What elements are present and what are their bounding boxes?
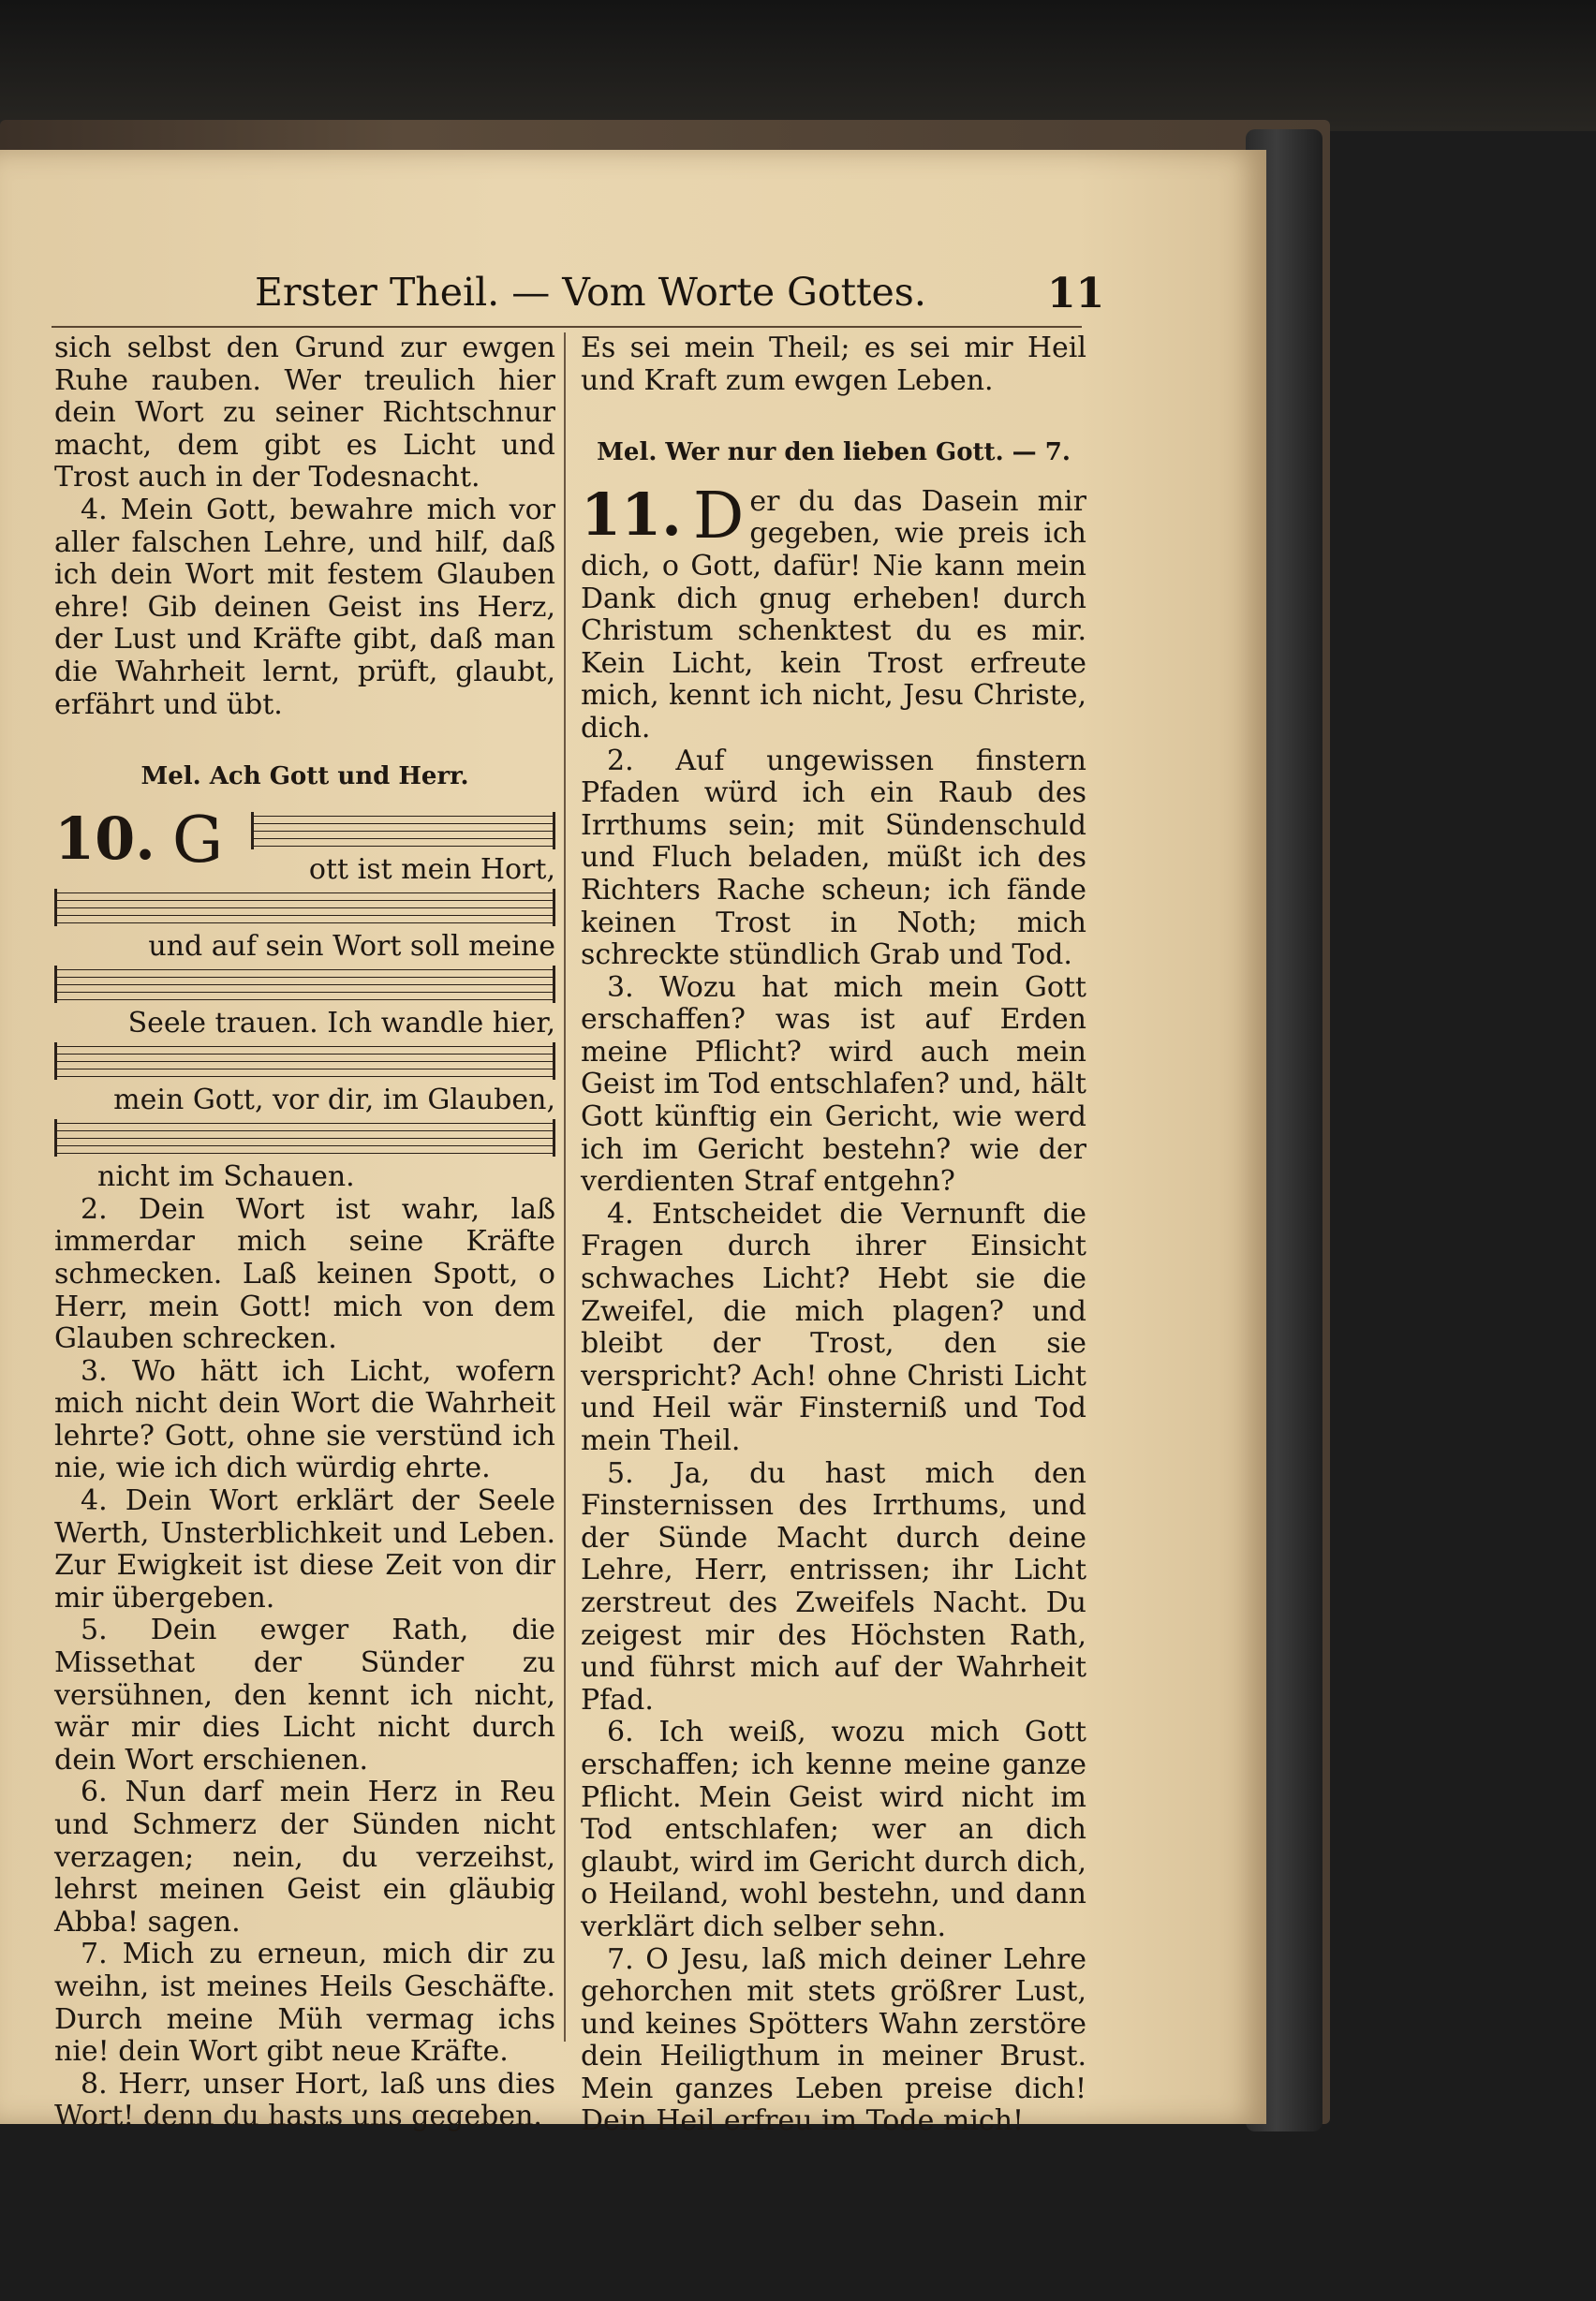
hymn-11-heading <box>581 479 1086 745</box>
verse-4: 4. Entscheidet die Vernunft die Fragen durch ihrer Einsicht schwaches Licht? Hebt sie die Zweifel, die mich plagen? und bleibt der Trost, den sie verspricht? Ach! ohne Christi Licht und Heil wär Finsterniß und Tod mein Theil. <box>581 1197 1086 1457</box>
verse-2: 2. Auf ungewissen finstern Pfaden würd ich ein Raub des Irrthums sein; mit Sündenschuld und Fluch beladen, müßt ich des Richters Rache scheun; ich fände keinen Trost in Noth; mich schreckte stündlich Grab und Tod. <box>581 744 1086 972</box>
left-column <box>54 332 555 2133</box>
verse-5: 5. Ja, du hast mich den Finsternissen des Irrthums, und der Sünde Macht durch deine Lehre, Herr, entrissen; ihr Licht zerstreut des Zweifels Nacht. Du zeigest mir des Höchsten Rath, und führst mich auf der Wahrheit Pfad. <box>581 1456 1086 1717</box>
drop-capital: D <box>692 479 745 553</box>
hymn-10-heading <box>54 810 555 887</box>
lyric-line-4: mein Gott, vor dir, im Glauben, <box>113 1083 555 1116</box>
lyric-line-3: Seele trauen. Ich wandle hier, <box>127 1006 555 1040</box>
verse-3: 3. Wo hätt ich Licht, wofern mich nicht dein Wort die Wahrheit lehrte? Gott, ohne sie verstünd ich nie, wie ich dich würdig ehrte. <box>54 1354 555 1485</box>
verse-6: 6. Nun darf mein Herz in Reu und Schmerz der Sünden nicht verzagen; nein, du verzeihst, lehrst meinen Geist ein gläubig Abba! sagen. <box>54 1776 555 1939</box>
music-staff <box>54 966 555 1003</box>
verse-8: 8. Herr, unser Hort, laß uns dies Wort! denn du hasts uns gegeben. <box>54 2067 555 2133</box>
verse-4: 4. Mein Gott, bewahre mich vor aller falschen Lehre, und hilf, daß ich dein Wort mit festem Glauben ehre! Gib deinen Geist ins Herz, der Lust und Kräfte gibt, daß man die Wahrheit lernt, prüft, glaubt, erfährt und übt. <box>54 493 555 721</box>
hymn-number: 11. <box>581 479 682 549</box>
right-column <box>581 332 1086 2138</box>
verse-4b: 4. Dein Wort erklärt der Seele Werth, Unsterblichkeit und Leben. Zur Ewigkeit ist diese Zeit von dir mir übergeben. <box>54 1484 555 1615</box>
music-staff <box>54 1042 555 1080</box>
verse-2: 2. Dein Wort ist wahr, laß immerdar mich seine Kräfte schmecken. Laß keinen Spott, o Herr, mein Gott! mich von dem Glauben schrecken. <box>54 1192 555 1356</box>
verse-3: 3. Wozu hat mich mein Gott erschaffen? was ist auf Erden meine Pflicht? wird auch mein Geist im Tod entschlafen? und, hält Gott künftig ein Gericht, wie werd ich im Gericht bestehn? wie der verdienten Straf entgehn? <box>581 970 1086 1199</box>
verse-continuation: sich selbst den Grund zur ewgen Ruhe rauben. Wer treulich hier dein Wort zu seiner Richtschnur macht, dem gibt es Licht und Trost auch in der Todesnacht. <box>54 332 555 494</box>
verse-5: 5. Dein ewger Rath, die Missethat der Sünder zu versühnen, den kennt ich nicht, wär mir dies Licht nicht durch dein Wort erschienen. <box>54 1614 555 1777</box>
lyric-line-1: ott ist mein Hort, <box>308 852 555 886</box>
running-title: Erster Theil. — Vom Worte Gottes. <box>255 270 926 315</box>
header-rule <box>52 326 1082 328</box>
page-number: 11 <box>1047 270 1105 317</box>
verse-7: 7. Mich zu erneun, mich dir zu weihn, ist meines Heils Geschäfte. Durch meine Müh vermag ichs nie! dein Wort gibt neue Kräfte. <box>54 1938 555 2069</box>
verse-6: 6. Ich weiß, wozu mich Gott erschaffen; ich kenne meine ganze Pflicht. Mein Geist wird nicht im Tod entschlafen; wer an dich glaubt, wird im Gericht durch dich, o Heiland, wohl bestehn, und dann verklärt dich selber sehn. <box>581 1716 1086 1943</box>
music-staff <box>54 889 555 926</box>
melody-line: Mel. Ach Gott und Herr. <box>140 762 469 791</box>
lyric-line-2: und auf sein Wort soll meine <box>148 929 555 963</box>
drop-capital: G <box>171 809 224 878</box>
scan-top-edge <box>0 0 1596 131</box>
column-divider <box>564 332 566 2042</box>
music-staff <box>251 812 555 849</box>
verse-7: 7. O Jesu, laß mich deiner Lehre gehorchen mit stets größrer Lust, und keines Spötters Wahn zerstöre dein Heiligthum in meiner Brust. Mein ganzes Leben preise dich! Dein Heil erfreu im Tode mich! <box>581 1942 1086 2138</box>
verse-1: er du das Dasein mir gegeben, wie preis ich dich, o Gott, dafür! Nie kann mein Dank dich gnug erheben! durch Christum schenktest du es mir. Kein Licht, kein Trost erfreute mich, kennt ich nicht, Jesu Christe, dich. <box>581 484 1086 745</box>
hymn-number: 10. <box>54 809 155 873</box>
music-staff <box>54 1119 555 1157</box>
lyric-line-5: nicht im Schauen. <box>97 1159 355 1193</box>
verse-continuation: Es sei mein Theil; es sei mir Heil und Kraft zum ewgen Leben. <box>581 332 1086 397</box>
melody-line: Mel. Wer nur den lieben Gott. — 7. <box>597 438 1071 467</box>
